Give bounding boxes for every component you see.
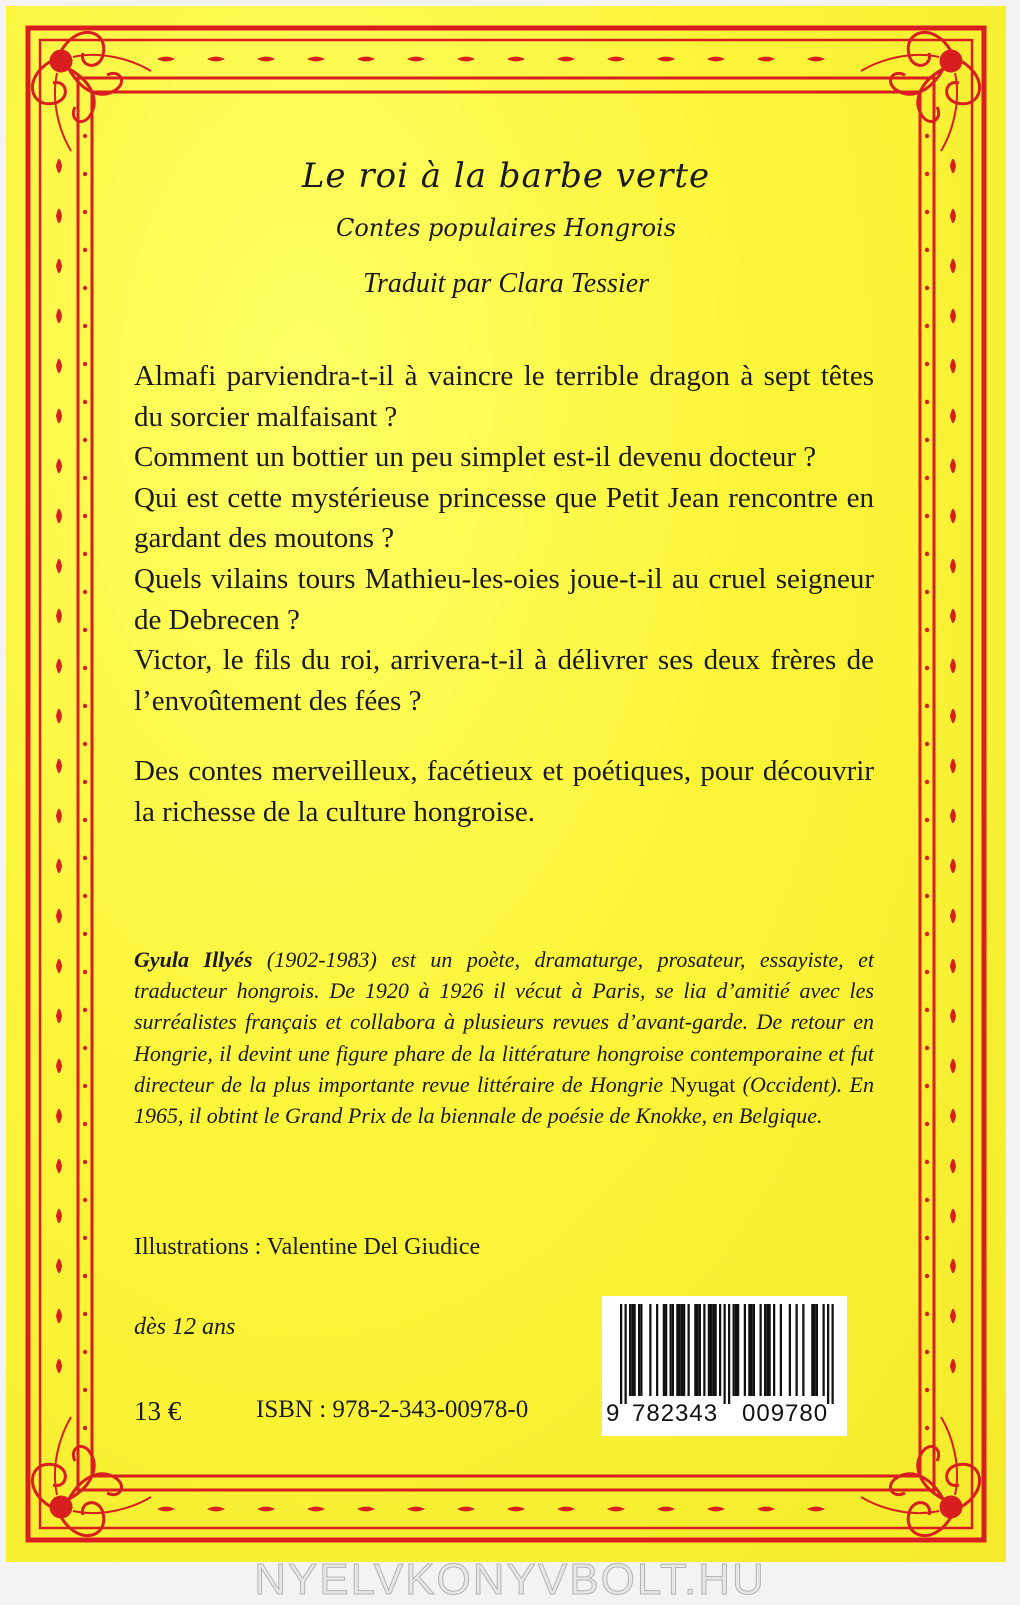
frame-flourish [950,1109,956,1123]
frame-flourish [950,859,956,873]
barcode-bar [735,1304,737,1396]
frame-flourish [56,1009,62,1023]
frame-flourish [56,409,62,423]
frame-flourish [56,459,62,473]
frame-dot [83,324,87,328]
barcode-bar [629,1304,631,1396]
frame-flourish [157,1507,175,1512]
barcode-bar [811,1304,813,1396]
author-bio [134,944,874,1131]
frame-flourish [457,57,475,62]
frame-dot [925,134,929,138]
barcode-bar [737,1304,739,1396]
frame-dot [925,1274,929,1278]
question-1: Almafi parviendra-t-il à vaincre le terrible dragon à sept têtes du sorcier malfaisant ? [134,360,874,433]
frame-flourish [157,57,175,62]
frame-dot [83,476,87,480]
barcode-bar [697,1304,699,1396]
frame-flourish [56,1209,62,1223]
barcode-bar [751,1304,753,1396]
frame-flourish [56,309,62,323]
barcode-bar [832,1304,834,1404]
frame-dot [925,1236,929,1240]
barcode-bar [764,1304,766,1396]
frame-flourish [56,809,62,823]
frame-flourish [457,1507,475,1512]
frame-dot [925,590,929,594]
barcode-bar [672,1304,674,1396]
frame-dot [925,856,929,860]
frame-flourish [950,1059,956,1073]
frame-dot [83,704,87,708]
barcode-bar [710,1304,712,1396]
question-5: Victor, le fils du roi, arrivera-t-il à délivrer ses deux frères de l’envoûtement des fées ? [134,644,874,717]
frame-flourish [607,57,625,62]
frame-dot [83,1008,87,1012]
frame-flourish [657,1507,675,1512]
author-name: Gyula Illyés [134,947,253,972]
frame-flourish [757,57,775,62]
frame-flourish [950,759,956,773]
barcode-bar [773,1304,775,1396]
barcode-bar [802,1304,804,1396]
frame-dot [925,400,929,404]
frame-dot [83,1274,87,1278]
barcode-bar [796,1304,798,1396]
barcode-bar [780,1304,782,1396]
bio-magazine: Nyugat [670,1071,736,1097]
frame-dot [925,438,929,442]
question-3: Qui est cette mystérieuse princesse que Petit Jean rencontre en gardant des moutons ? [134,481,874,555]
frame-dot [925,894,929,898]
barcode-bar [656,1304,658,1396]
frame-dot [925,514,929,518]
frame-dot [925,248,929,252]
frame-flourish [56,559,62,573]
barcode-bar [814,1304,816,1396]
frame-dot [925,1160,929,1164]
frame-dot [83,856,87,860]
barcode-left-digits: 782343 [632,1400,719,1427]
frame-flourish [56,759,62,773]
watermark: NYELVKONYVBOLT.HU [254,1555,766,1604]
frame-flourish [56,1159,62,1173]
frame-dot [83,1236,87,1240]
barcode-bar [694,1304,696,1396]
frame-flourish [950,1159,956,1173]
frame-flourish [950,1309,956,1323]
barcode-bar [663,1304,665,1396]
translator-credit: Traduit par Clara Tessier [362,268,650,299]
frame-flourish [56,659,62,673]
frame-dot [925,1084,929,1088]
frame-flourish [56,909,62,923]
frame-dot [925,1388,929,1392]
frame-dot [925,1122,929,1126]
barcode-bar [683,1304,685,1396]
frame-dot [925,818,929,822]
frame-flourish [950,959,956,973]
bio-text-a: (1902-1983) est un poète, dramaturge, prosateur, essayiste, et traducteur hongrois. De 1920 à 1926 il vécut à Paris, se lia d’amitié avec les surréalistes français et collabora à plusieurs revues d’avant-garde. De retour en Hongrie, il devint une figure phare de la littérature hongroise contemporaine et fut directeur de la plus importante revue littéraire de Hongrie [134,947,874,1097]
frame-dot [83,1312,87,1316]
barcode-bar [744,1304,746,1396]
frame-flourish [950,559,956,573]
frame-flourish [950,509,956,523]
frame-flourish [257,57,275,62]
frame-dot [83,818,87,822]
price: 13 € [134,1396,182,1426]
frame-flourish [807,1507,825,1512]
barcode-bar [827,1304,829,1404]
frame-flourish [950,1259,956,1273]
barcode-right-digits: 009780 [742,1400,829,1427]
barcode-bar [703,1304,705,1396]
frame-dot [925,552,929,556]
frame-flourish [207,57,225,62]
barcode-bar [724,1304,726,1404]
frame-flourish [757,1507,775,1512]
barcode-bar [748,1304,750,1396]
frame-flourish [257,1507,275,1512]
illustrator-credit: Illustrations : Valentine Del Giudice [134,1234,481,1260]
barcode-bar [634,1304,636,1396]
frame-dot [925,1198,929,1202]
frame-flourish [950,409,956,423]
barcode-lead-digit: 9 [606,1400,620,1427]
barcode-bar [679,1304,681,1396]
frame-dot [83,970,87,974]
frame-flourish [56,1109,62,1123]
book-subtitle: Contes populaires Hongrois [335,214,677,242]
frame-dot [83,780,87,784]
barcode-bar [649,1304,651,1396]
frame-dot [83,1426,87,1430]
frame-dot [83,666,87,670]
blurb-closing: Des contes merveilleux, facétieux et poétiques, pour découvrir la richesse de la culture hongroise. [134,755,874,828]
barcode-bar [789,1304,791,1396]
frame-dot [83,1198,87,1202]
barcode-bar [620,1304,622,1404]
frame-dot [83,400,87,404]
frame-dot [925,1426,929,1430]
frame-dot [925,704,929,708]
barcode-bar [719,1304,721,1396]
barcode-bar [676,1304,678,1396]
frame-dot [83,552,87,556]
frame-dot [83,590,87,594]
barcode-bar [816,1304,818,1396]
frame-flourish [657,57,675,62]
frame-dot [83,1122,87,1126]
frame-flourish [56,1359,62,1373]
barcode-bar [688,1304,690,1396]
frame-dot [925,1312,929,1316]
barcode-bar [733,1304,735,1396]
frame-flourish [357,57,375,62]
frame-dot [83,1084,87,1088]
barcode-bar [699,1304,701,1396]
frame-flourish [357,1507,375,1512]
bio-text-b: (Occident). En 1965, il obtint le Grand Prix de la biennale de poésie de Knokke, en Belgique. [134,1071,874,1129]
barcode-bar [823,1304,825,1396]
frame-flourish [950,309,956,323]
frame-flourish [950,809,956,823]
barcode-bar [760,1304,762,1396]
frame-dot [83,248,87,252]
barcode-bar [665,1304,667,1396]
barcode-bar [640,1304,642,1396]
frame-flourish [950,909,956,923]
frame-flourish [56,1259,62,1273]
frame-flourish [507,1507,525,1512]
barcode-bar [715,1304,717,1396]
frame-dot [925,1008,929,1012]
frame-dot [83,1046,87,1050]
blurb-questions [134,356,874,721]
frame-dot [925,324,929,328]
frame-dot [83,514,87,518]
barcode-bar [728,1304,730,1404]
frame-dot [925,1046,929,1050]
barcode-bar [670,1304,672,1396]
frame-flourish [950,609,956,623]
barcode-bar [638,1304,640,1396]
frame-dot [83,894,87,898]
frame-flourish [557,1507,575,1512]
frame-dot [83,742,87,746]
frame-dot [925,1350,929,1354]
frame-flourish [950,1209,956,1223]
frame-flourish [56,709,62,723]
frame-flourish [950,659,956,673]
frame-dot [83,1160,87,1164]
frame-flourish [950,709,956,723]
barcode-bar [625,1304,627,1404]
frame-flourish [407,1507,425,1512]
frame-dot [83,134,87,138]
book-back-cover [6,6,1006,1562]
frame-dot [925,742,929,746]
frame-flourish [56,1059,62,1073]
barcode-bar [766,1304,768,1396]
frame-flourish [56,609,62,623]
barcode [602,1296,847,1436]
frame-dot [83,932,87,936]
isbn: ISBN : 978-2-343-00978-0 [256,1396,529,1423]
frame-flourish [56,859,62,873]
frame-flourish [56,359,62,373]
frame-flourish [607,1507,625,1512]
frame-flourish [507,57,525,62]
frame-flourish [307,1507,325,1512]
frame-flourish [807,57,825,62]
frame-dot [925,476,929,480]
frame-dot [83,362,87,366]
barcode-bar [712,1304,714,1396]
frame-flourish [707,57,725,62]
barcode-bar [681,1304,683,1396]
frame-dot [925,628,929,632]
frame-flourish [950,359,956,373]
frame-dot [925,362,929,366]
frame-flourish [950,459,956,473]
frame-dot [83,438,87,442]
frame-flourish [950,1359,956,1373]
frame-dot [925,970,929,974]
barcode-bar [753,1304,755,1396]
age-rating: dès 12 ans [134,1314,236,1340]
frame-flourish [56,1309,62,1323]
frame-flourish [950,1009,956,1023]
frame-flourish [407,57,425,62]
frame-dot [83,1388,87,1392]
barcode-bar [631,1304,633,1396]
question-4: Quels vilains tours Mathieu-les-oies joue-t-il au cruel seigneur de Debrecen ? [134,562,874,636]
frame-flourish [56,509,62,523]
frame-flourish [707,1507,725,1512]
frame-dot [83,1350,87,1354]
barcode-bar [769,1304,771,1396]
frame-flourish [56,959,62,973]
frame-dot [925,666,929,670]
frame-flourish [557,57,575,62]
frame-flourish [207,1507,225,1512]
frame-dot [83,628,87,632]
book-title: Le roi à la barbe verte [301,156,711,196]
frame-dot [925,932,929,936]
question-2: Comment un bottier un peu simplet est-il devenu docteur ? [134,441,817,474]
frame-flourish [307,57,325,62]
barcode-bar [708,1304,710,1396]
frame-dot [925,780,929,784]
